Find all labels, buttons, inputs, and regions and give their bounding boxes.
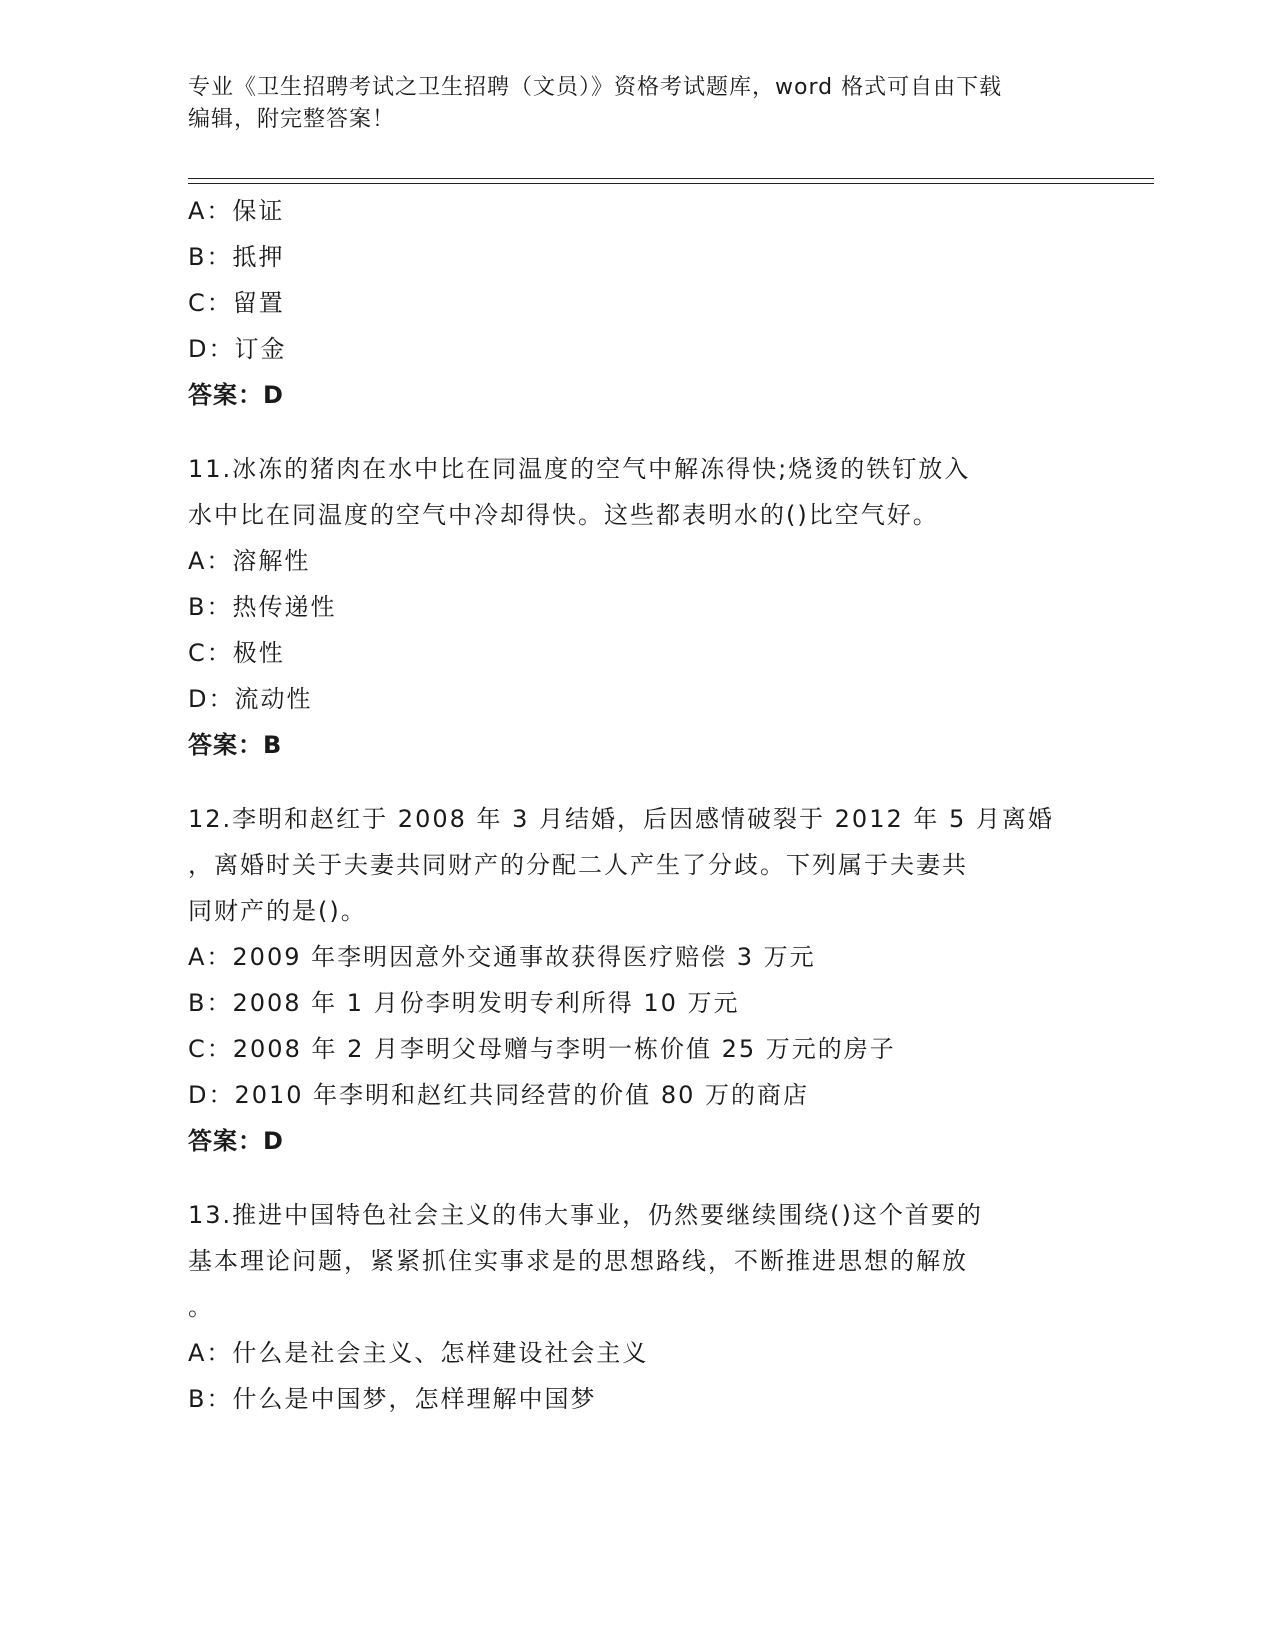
question-text-line: 水中比在同温度的空气中冷却得快。这些都表明水的()比空气好。 bbox=[188, 501, 939, 529]
option-c: C：留置 bbox=[188, 289, 285, 317]
question-text-line: 基本理论问题，紧紧抓住实事求是的思想路线，不断推进思想的解放 bbox=[188, 1247, 968, 1275]
option-a: A：保证 bbox=[188, 197, 285, 225]
question-13 bbox=[188, 1192, 1088, 1422]
option-a: A：什么是社会主义、怎样建设社会主义 bbox=[188, 1339, 649, 1367]
option-a: A：溶解性 bbox=[188, 547, 311, 575]
question-11 bbox=[188, 446, 1088, 768]
option-d: D：2010 年李明和赵红共同经营的价值 80 万的商店 bbox=[188, 1081, 809, 1109]
option-d: D：流动性 bbox=[188, 685, 313, 713]
question-text-line: 13.推进中国特色社会主义的伟大事业，仍然要继续围绕()这个首要的 bbox=[188, 1201, 983, 1229]
header-rule-bottom bbox=[188, 183, 1154, 184]
question-list bbox=[188, 188, 1088, 1422]
question-12 bbox=[188, 796, 1088, 1164]
option-b: B：抵押 bbox=[188, 243, 285, 271]
option-b: B：2008 年 1 月份李明发明专利所得 10 万元 bbox=[188, 989, 740, 1017]
question-text-line: ，离婚时关于夫妻共同财产的分配二人产生了分歧。下列属于夫妻共 bbox=[188, 851, 968, 879]
option-b: B：什么是中国梦，怎样理解中国梦 bbox=[188, 1385, 597, 1413]
option-d: D：订金 bbox=[188, 335, 287, 363]
answer: 答案：D bbox=[188, 381, 284, 409]
option-b: B：热传递性 bbox=[188, 593, 337, 621]
header-line-1: 专业《卫生招聘考试之卫生招聘（文员）》资格考试题库，word 格式可自由下载 bbox=[188, 75, 1003, 100]
question-text-line: 同财产的是()。 bbox=[188, 897, 367, 925]
question-10 bbox=[188, 188, 1088, 418]
header-rule-top bbox=[188, 178, 1154, 179]
document-header bbox=[188, 72, 1088, 136]
header-line-2: 编辑，附完整答案！ bbox=[188, 107, 396, 132]
answer: 答案：B bbox=[188, 731, 283, 759]
question-text-line: 。 bbox=[188, 1293, 214, 1321]
answer: 答案：D bbox=[188, 1127, 284, 1155]
option-c: C：2008 年 2 月李明父母赠与李明一栋价值 25 万元的房子 bbox=[188, 1035, 896, 1063]
option-a: A：2009 年李明因意外交通事故获得医疗赔偿 3 万元 bbox=[188, 943, 816, 971]
question-text-line: 11.冰冻的猪肉在水中比在同温度的空气中解冻得快;烧烫的铁钉放入 bbox=[188, 455, 971, 483]
question-text-line: 12.李明和赵红于 2008 年 3 月结婚，后因感情破裂于 2012 年 5 月离婚 bbox=[188, 805, 1054, 833]
option-c: C：极性 bbox=[188, 639, 285, 667]
